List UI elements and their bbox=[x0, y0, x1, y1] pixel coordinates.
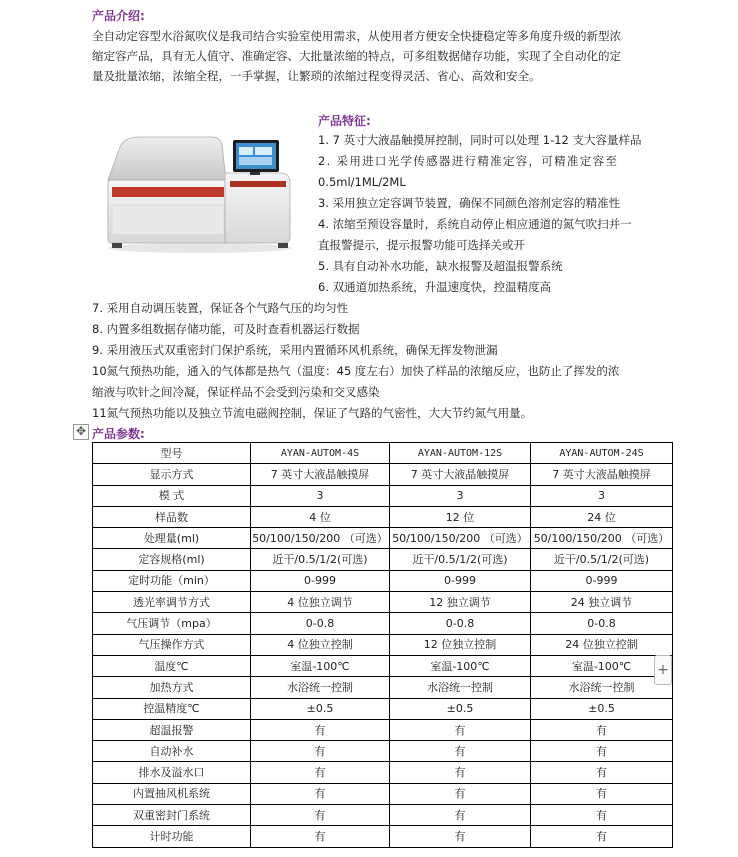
table-cell: 4 位独立控制 bbox=[251, 634, 390, 655]
table-cell: 有 bbox=[390, 805, 531, 826]
table-row-label: 透光率调节方式 bbox=[93, 592, 251, 613]
table-cell: 24 位独立控制 bbox=[531, 634, 673, 655]
table-cell: 有 bbox=[531, 719, 673, 740]
table-cell: 0-999 bbox=[531, 570, 673, 591]
table-row bbox=[93, 570, 673, 591]
table-cell: ±0.5 bbox=[531, 698, 673, 719]
table-cell: 有 bbox=[390, 783, 531, 804]
intro-line: 量及批量浓缩，浓缩全程，一手掌握，让繁琐的浓缩过程变得灵活、省心、高效和安全。 bbox=[92, 69, 541, 83]
table-row bbox=[93, 762, 673, 783]
table-cell: 0-0.8 bbox=[390, 613, 531, 634]
table-row-label: 样品数 bbox=[93, 506, 251, 527]
table-cell: 7 英寸大液晶触摸屏 bbox=[390, 464, 531, 485]
table-row bbox=[93, 506, 673, 527]
table-cell: 0-0.8 bbox=[251, 613, 390, 634]
table-cell: 24 位 bbox=[531, 506, 673, 527]
params-table bbox=[92, 442, 673, 848]
table-row bbox=[93, 549, 673, 570]
table-cell: 室温-100℃ bbox=[390, 655, 531, 676]
table-cell: 3 bbox=[251, 485, 390, 506]
table-cell: 室温-100℃ bbox=[531, 655, 673, 676]
table-row bbox=[93, 719, 673, 740]
table-cell: 3 bbox=[390, 485, 531, 506]
table-cell: 有 bbox=[251, 783, 390, 804]
table-cell: 近干/0.5/1/2(可选) bbox=[531, 549, 673, 570]
table-row-label: 模 式 bbox=[93, 485, 251, 506]
feature-line: 5. 具有自动补水功能，缺水报警及超温报警系统 bbox=[318, 259, 563, 273]
table-row bbox=[93, 783, 673, 804]
table-cell: 有 bbox=[251, 719, 390, 740]
intro-heading: 产品介绍: bbox=[92, 9, 145, 23]
table-cell: 有 bbox=[531, 762, 673, 783]
table-cell: 7 英寸大液晶触摸屏 bbox=[251, 464, 390, 485]
table-cell: AYAN-AUTOM-4S bbox=[251, 443, 390, 464]
table-row-label: 自动补水 bbox=[93, 741, 251, 762]
table-row-label: 处理量(ml) bbox=[93, 528, 251, 549]
table-cell: 4 位 bbox=[251, 506, 390, 527]
feature-line: 6. 双通道加热系统，升温速度快，控温精度高 bbox=[318, 280, 552, 294]
table-row-label: 气压调节（mpa） bbox=[93, 613, 251, 634]
table-cell: 7 英寸大液晶触摸屏 bbox=[531, 464, 673, 485]
table-row-label: 控温精度℃ bbox=[93, 698, 251, 719]
table-row bbox=[93, 613, 673, 634]
table-row-label: 双重密封门系统 bbox=[93, 805, 251, 826]
table-cell: 有 bbox=[390, 719, 531, 740]
intro-paragraph bbox=[92, 26, 652, 86]
add-row-icon[interactable]: + bbox=[654, 655, 672, 685]
feature-line: 直报警提示，提示报警功能可选择关或开 bbox=[318, 238, 525, 252]
table-row-label: 定容规格(ml) bbox=[93, 549, 251, 570]
table-cell: 有 bbox=[251, 741, 390, 762]
table-row-label: 温度℃ bbox=[93, 655, 251, 676]
table-cell: 有 bbox=[390, 826, 531, 847]
table-cell: 有 bbox=[251, 805, 390, 826]
feature-line: 9. 采用液压式双重密封门保护系统，采用内置循环风机系统，确保无挥发物泄漏 bbox=[92, 343, 498, 357]
feature-line: 3. 采用独立定容调节装置，确保不同颜色溶剂定容的精准性 bbox=[318, 196, 621, 210]
table-cell: 近干/0.5/1/2(可选) bbox=[251, 549, 390, 570]
feature-line: 10氮气预热功能，通入的气体都是热气（温度：45 度左右）加快了样品的浓缩反应，也防止了挥发的浓 bbox=[92, 364, 620, 378]
table-header-row bbox=[93, 443, 673, 464]
product-image bbox=[100, 125, 300, 255]
table-cell: 水浴统一控制 bbox=[390, 677, 531, 698]
table-move-icon[interactable]: ✥ bbox=[73, 424, 89, 440]
table-row-label: 排水及溢水口 bbox=[93, 762, 251, 783]
table-row-label: 内置抽风机系统 bbox=[93, 783, 251, 804]
feature-line: 0.5ml/1ML/2ML bbox=[318, 175, 406, 189]
table-cell: 有 bbox=[531, 805, 673, 826]
table-cell: AYAN-AUTOM-12S bbox=[390, 443, 531, 464]
table-cell: 有 bbox=[251, 762, 390, 783]
table-row bbox=[93, 698, 673, 719]
table-row bbox=[93, 485, 673, 506]
feature-line: 2. 采用进口光学传感器进行精准定容，可精准定容至 bbox=[318, 154, 619, 168]
table-cell: ±0.5 bbox=[390, 698, 531, 719]
table-row-label: 超温报警 bbox=[93, 719, 251, 740]
table-cell: 50/100/150/200 （可选） bbox=[390, 528, 531, 549]
table-cell: 0-999 bbox=[251, 570, 390, 591]
table-cell: 3 bbox=[531, 485, 673, 506]
table-row-label: 计时功能 bbox=[93, 826, 251, 847]
table-cell: 水浴统一控制 bbox=[251, 677, 390, 698]
table-row-label: 气压操作方式 bbox=[93, 634, 251, 655]
table-cell: 50/100/150/200 （可选） bbox=[251, 528, 390, 549]
feature-line: 缩液与吹针之间冷凝，保证样品不会受到污染和交叉感染 bbox=[92, 385, 380, 399]
table-row bbox=[93, 677, 673, 698]
table-cell: 有 bbox=[531, 741, 673, 762]
intro-line: 全自动定容型水浴氮吹仪是我司结合实验室使用需求，从使用者方便安全快捷稳定等多角度升级的新型浓 bbox=[92, 29, 621, 43]
table-cell: 有 bbox=[531, 783, 673, 804]
table-row-label: 定时功能（min） bbox=[93, 570, 251, 591]
table-cell: 0-0.8 bbox=[531, 613, 673, 634]
table-row bbox=[93, 528, 673, 549]
table-row bbox=[93, 655, 673, 676]
table-cell: 12 位独立控制 bbox=[390, 634, 531, 655]
feature-line: 7. 采用自动调压装置，保证各个气路气压的均匀性 bbox=[92, 301, 349, 315]
table-cell: 有 bbox=[390, 741, 531, 762]
table-cell: 4 位独立调节 bbox=[251, 592, 390, 613]
feature-line: 4. 浓缩至预设容量时，系统自动停止相应通道的氮气吹扫并一 bbox=[318, 217, 632, 231]
table-cell: 有 bbox=[251, 826, 390, 847]
table-cell: 12 独立调节 bbox=[390, 592, 531, 613]
table-cell: 有 bbox=[390, 762, 531, 783]
table-cell: 24 独立调节 bbox=[531, 592, 673, 613]
features-heading: 产品特征: bbox=[318, 114, 371, 128]
table-row bbox=[93, 464, 673, 485]
nitrogen-evaporator-illustration bbox=[100, 125, 300, 255]
params-heading: 产品参数: bbox=[92, 427, 145, 441]
table-cell: 12 位 bbox=[390, 506, 531, 527]
table-row bbox=[93, 805, 673, 826]
table-cell: 有 bbox=[531, 826, 673, 847]
table-row bbox=[93, 592, 673, 613]
table-row-label: 显示方式 bbox=[93, 464, 251, 485]
feature-line: 11氮气预热功能以及独立节流电磁阀控制，保证了气路的气密性，大大节约氮气用量。 bbox=[92, 406, 533, 420]
table-cell: AYAN-AUTOM-24S bbox=[531, 443, 673, 464]
feature-line: 8. 内置多组数据存储功能，可及时查看机器运行数据 bbox=[92, 322, 360, 336]
intro-line: 缩定容产品，具有无人值守、准确定容、大批量浓缩的特点，可多组数据储存功能，实现了全自动化的定 bbox=[92, 49, 621, 63]
table-cell: 室温-100℃ bbox=[251, 655, 390, 676]
table-cell: 近干/0.5/1/2(可选) bbox=[390, 549, 531, 570]
table-cell: 50/100/150/200 （可选） bbox=[531, 528, 673, 549]
table-row-label: 加热方式 bbox=[93, 677, 251, 698]
table-cell: ±0.5 bbox=[251, 698, 390, 719]
table-row bbox=[93, 741, 673, 762]
table-cell: 0-999 bbox=[390, 570, 531, 591]
table-row-label: 型号 bbox=[93, 443, 251, 464]
table-row bbox=[93, 826, 673, 847]
table-cell: 水浴统一控制 bbox=[531, 677, 673, 698]
table-row bbox=[93, 634, 673, 655]
feature-line: 1. 7 英寸大液晶触摸屏控制，同时可以处理 1-12 支大容量样品 bbox=[318, 133, 642, 147]
